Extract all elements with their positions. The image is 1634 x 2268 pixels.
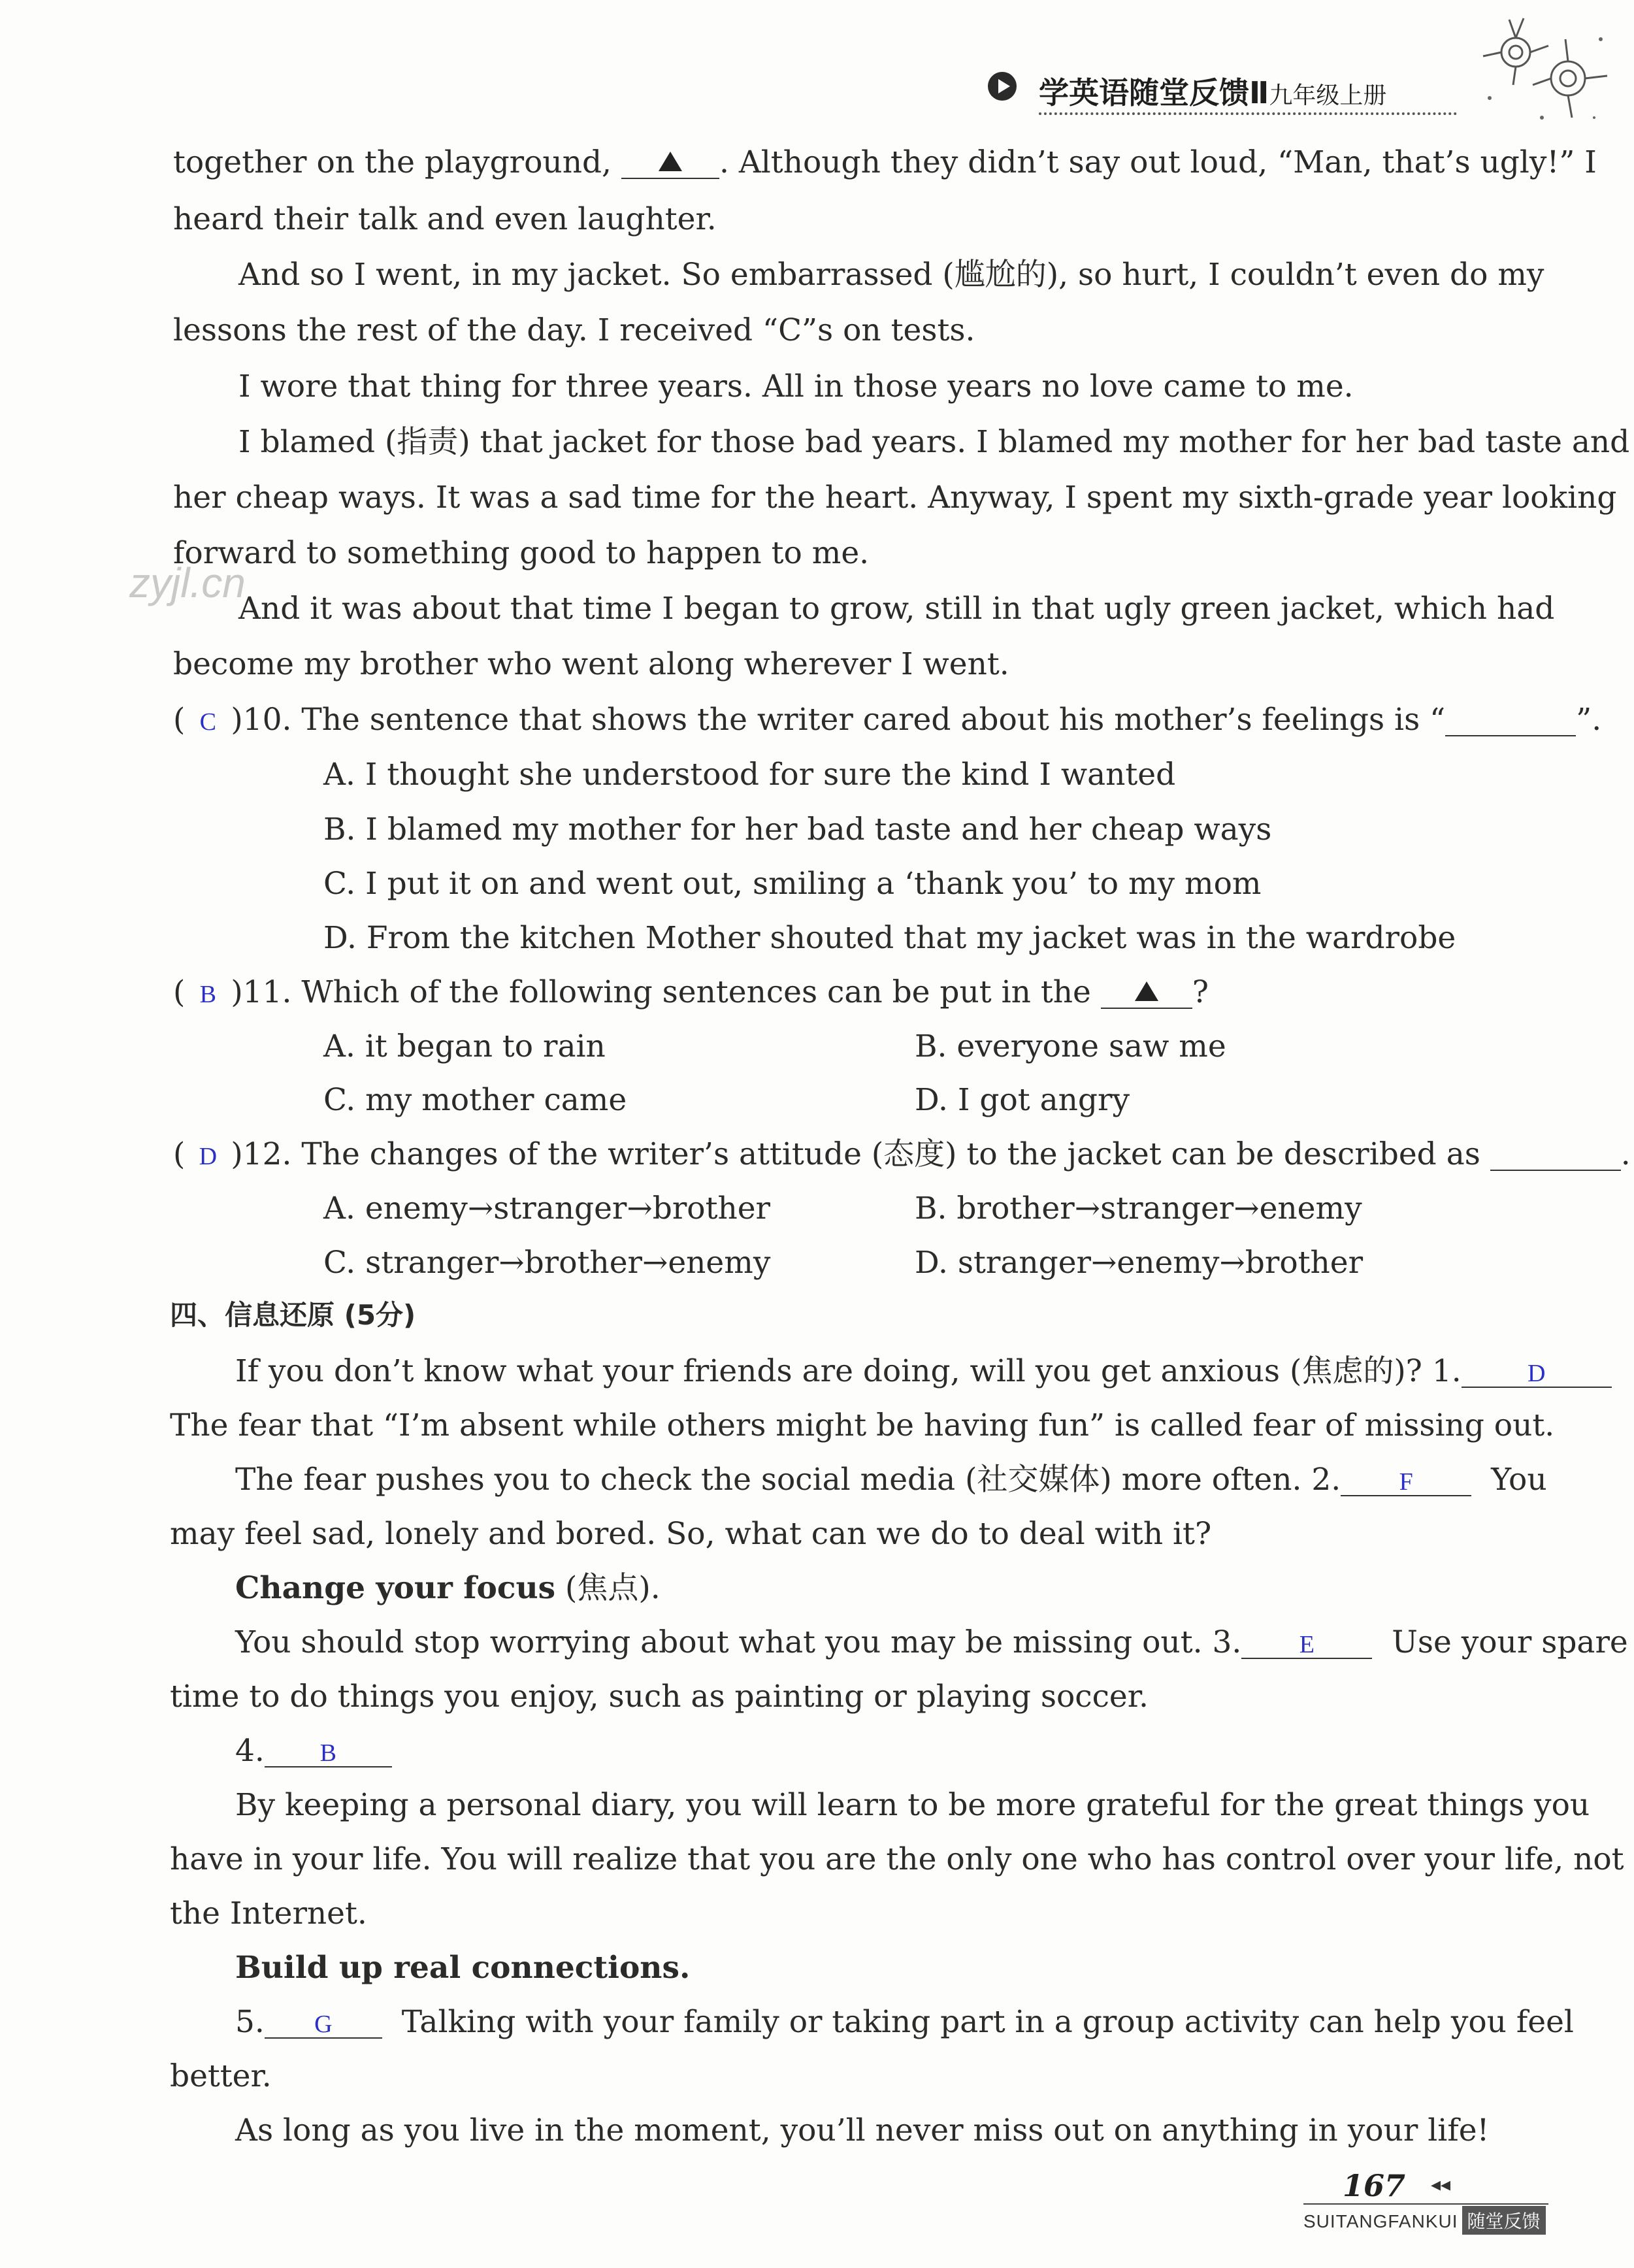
book-grade: 九年级上册	[1269, 82, 1387, 109]
info-blank-3[interactable]: E	[1241, 1627, 1372, 1659]
passage-line: heard their talk and even laughter.	[173, 201, 717, 237]
book-title: 学英语随堂反馈	[1039, 75, 1249, 110]
info-blank-1[interactable]: D	[1462, 1356, 1612, 1388]
section-heading: 四、信息还原 (5分)	[170, 1299, 416, 1331]
passage-line: And so I went, in my jacket. So embarrassed (尴尬的), so hurt, I couldn’t even do my	[238, 257, 1544, 293]
info-blank-2[interactable]: F	[1341, 1464, 1471, 1496]
section4-line: better.	[170, 2058, 272, 2094]
option-11-a[interactable]: A. it began to rain	[323, 1028, 606, 1064]
option-12-a[interactable]: A. enemy→stranger→brother	[323, 1191, 771, 1226]
option-12-c[interactable]: C. stranger→brother→enemy	[323, 1245, 771, 1281]
section4-line: The fear that “I’m absent while others might be having fun” is called fear of missing out.	[170, 1407, 1555, 1443]
section4-line: have in your life. You will realize that you are the only one who has control over your life, not	[170, 1841, 1624, 1877]
answer-blank-12[interactable]	[1490, 1139, 1621, 1171]
option-10-a[interactable]: A. I thought she understood for sure the kind I wanted	[323, 757, 1176, 793]
section4-line: The fear pushes you to check the social media (社交媒体) more often. 2. F You	[235, 1462, 1547, 1498]
section4-line: the Internet.	[170, 1896, 367, 1931]
triangle-blank-icon	[657, 150, 683, 173]
page-arrows: ◂◂	[1431, 2173, 1451, 2196]
answer-blank-10[interactable]	[1445, 704, 1576, 736]
section4-line: By keeping a personal diary, you will learn to be more grateful for the great things you	[235, 1787, 1590, 1823]
question-12: ( D )12. The changes of the writer’s attitude (态度) to the jacket can be described as .	[173, 1136, 1631, 1172]
answer-11: B	[199, 981, 217, 1008]
page-number: 167	[1343, 2168, 1406, 2203]
play-icon	[987, 71, 1018, 102]
section4-line: time to do things you enjoy, such as painting or playing soccer.	[170, 1679, 1149, 1715]
answer-12: D	[199, 1143, 218, 1170]
section4-line: If you don’t know what your friends are doing, will you get anxious (焦虑的)? 1. D	[235, 1356, 1612, 1388]
section4-line: You should stop worrying about what you may be missing out. 3. E Use your spare	[235, 1624, 1628, 1660]
footer-rule	[1303, 2203, 1548, 2205]
header-dotted-rule	[1039, 112, 1457, 115]
flower-ornament-icon	[1470, 13, 1614, 137]
subheading-connections: Build up real connections.	[235, 1950, 691, 1986]
section4-line: may feel sad, lonely and bored. So, what can we do to deal with it?	[170, 1516, 1212, 1552]
section4-line: 5. G Talking with your family or taking part in a group activity can help you feel	[235, 2004, 1574, 2040]
passage-line: together on the playground, . Although they didn’t say out loud, “Man, that’s ugly!” I	[173, 144, 1597, 180]
passage-line: her cheap ways. It was a sad time for the heart. Anyway, I spent my sixth-grade year looking	[173, 480, 1617, 516]
passage-line: forward to something good to happen to me.	[173, 535, 870, 571]
option-12-b[interactable]: B. brother→stranger→enemy	[915, 1191, 1362, 1226]
watermark: zyjl.cn	[129, 559, 246, 606]
option-10-c[interactable]: C. I put it on and went out, smiling a ‘thank you’ to my mom	[323, 866, 1262, 902]
info-blank-4[interactable]: B	[265, 1735, 392, 1767]
passage-line: And it was about that time I began to grow, still in that ugly green jacket, which had	[238, 591, 1555, 627]
section4-line: As long as you live in the moment, you’ll never miss out on anything in your life!	[235, 2112, 1490, 2148]
info-blank-5[interactable]: G	[265, 2007, 382, 2039]
passage-line: lessons the rest of the day. I received “C”s on tests.	[173, 312, 975, 348]
footer-brand: SUITANGFANKUI 随堂反馈	[1303, 2206, 1546, 2235]
passage-blank	[621, 147, 719, 179]
passage-line: become my brother who went along wherever I went.	[173, 646, 1009, 682]
option-11-b[interactable]: B. everyone saw me	[915, 1028, 1226, 1064]
passage-line: I wore that thing for three years. All in those years no love came to me.	[238, 369, 1354, 404]
option-10-b[interactable]: B. I blamed my mother for her bad taste and her cheap ways	[323, 812, 1272, 847]
answer-10: C	[199, 708, 217, 736]
triangle-blank-icon	[1134, 980, 1160, 1002]
answer-blank-11	[1101, 977, 1192, 1009]
option-12-d[interactable]: D. stranger→enemy→brother	[915, 1245, 1364, 1281]
option-11-d[interactable]: D. I got angry	[915, 1082, 1130, 1118]
book-volume: Ⅱ	[1249, 75, 1269, 110]
question-11: ( B )11. Which of the following sentences can be put in the ?	[173, 974, 1209, 1010]
option-11-c[interactable]: C. my mother came	[323, 1082, 627, 1118]
passage-line: I blamed (指责) that jacket for those bad years. I blamed my mother for her bad taste and	[238, 424, 1630, 460]
section4-line: 4. B	[235, 1735, 392, 1767]
subheading-focus: Change your focus (焦点).	[235, 1570, 661, 1606]
option-10-d[interactable]: D. From the kitchen Mother shouted that my jacket was in the wardrobe	[323, 920, 1456, 956]
question-10: ( C )10. The sentence that shows the writer cared about his mother’s feelings is “ ”.	[173, 702, 1602, 738]
